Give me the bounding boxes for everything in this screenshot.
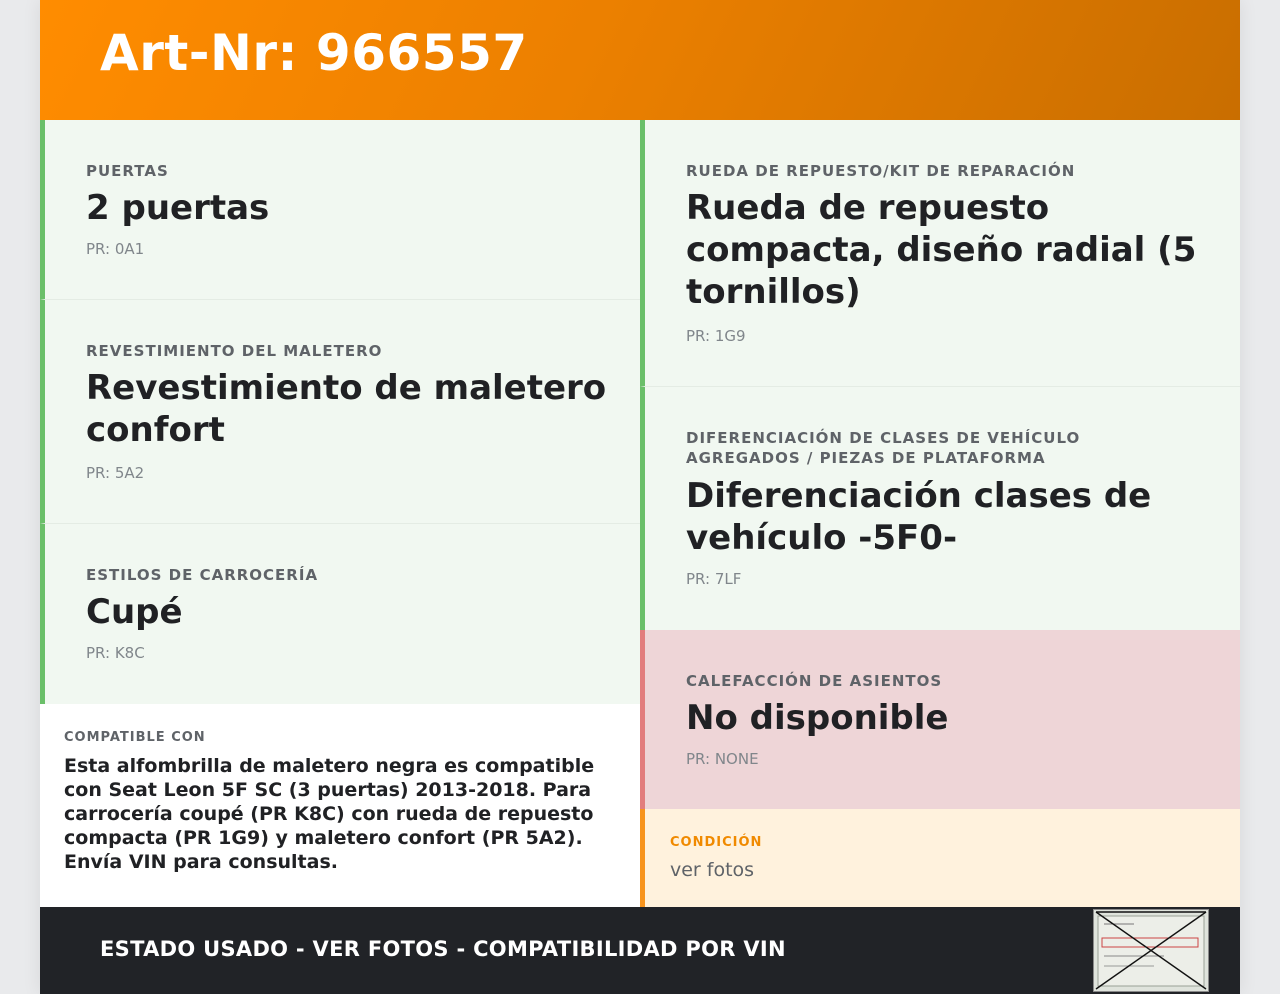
card-vehicle-class — [640, 387, 1240, 630]
card-body-style — [40, 524, 640, 704]
card-trunk-lining — [40, 300, 640, 524]
card-pr-code: PR: NONE — [686, 750, 759, 768]
card-label: CALEFACCIÓN DE ASIENTOS — [686, 672, 943, 690]
card-pr-code: PR: 0A1 — [86, 240, 145, 258]
card-value: Revestimiento de maletero confort — [86, 368, 607, 450]
card-value: Rueda de repuesto compacta, diseño radial (5 tornillos) — [686, 188, 1197, 312]
card-spare-wheel — [640, 120, 1240, 387]
compatibility-label: COMPATIBLE CON — [64, 730, 206, 745]
card-value: Cupé — [86, 592, 183, 632]
card-label: REVESTIMIENTO DEL MALETERO — [86, 342, 383, 360]
condition-label: CONDICIÓN — [670, 835, 763, 850]
card-pr-code: PR: K8C — [86, 644, 145, 662]
compatibility-section — [40, 704, 640, 907]
card-pr-code: PR: 7LF — [686, 570, 742, 588]
card-pr-code: PR: 1G9 — [686, 327, 746, 345]
card-value: 2 puertas — [86, 188, 270, 228]
card-label: PUERTAS — [86, 162, 169, 180]
condition-value: ver fotos — [670, 859, 755, 881]
card-value: Diferenciación clases de vehículo -5F0- — [686, 476, 1152, 558]
header — [40, 0, 1240, 120]
card-value: No disponible — [686, 698, 949, 738]
condition-section — [640, 809, 1240, 907]
card-label: ESTILOS DE CARROCERÍA — [86, 566, 319, 584]
card-label: DIFERENCIACIÓN DE CLASES DE VEHÍCULO AGREGADOS / PIEZAS DE PLATAFORMA — [686, 429, 1081, 467]
card-doors — [40, 120, 640, 300]
article-number-title: Art-Nr: 966557 — [100, 24, 528, 82]
footer-bar — [40, 907, 1240, 994]
card-seat-heating — [640, 630, 1240, 809]
card-pr-code: PR: 5A2 — [86, 464, 145, 482]
card-label: RUEDA DE REPUESTO/KIT DE REPARACIÓN — [686, 162, 1076, 180]
product-sheet — [40, 0, 1240, 994]
compatibility-text: Esta alfombrilla de maletero negra es compatible con Seat Leon 5F SC (3 puertas) 2013-2018. Para carrocería coupé (PR K8C) con rueda de repuesto compacta (PR 1G9) y maletero confort (PR 5A2). Envía VIN para consultas. — [64, 755, 595, 873]
vehicle-label-photo-thumbnail-icon[interactable] — [1093, 909, 1209, 992]
footer-text: ESTADO USADO - VER FOTOS - COMPATIBILIDAD POR VIN — [100, 937, 786, 961]
